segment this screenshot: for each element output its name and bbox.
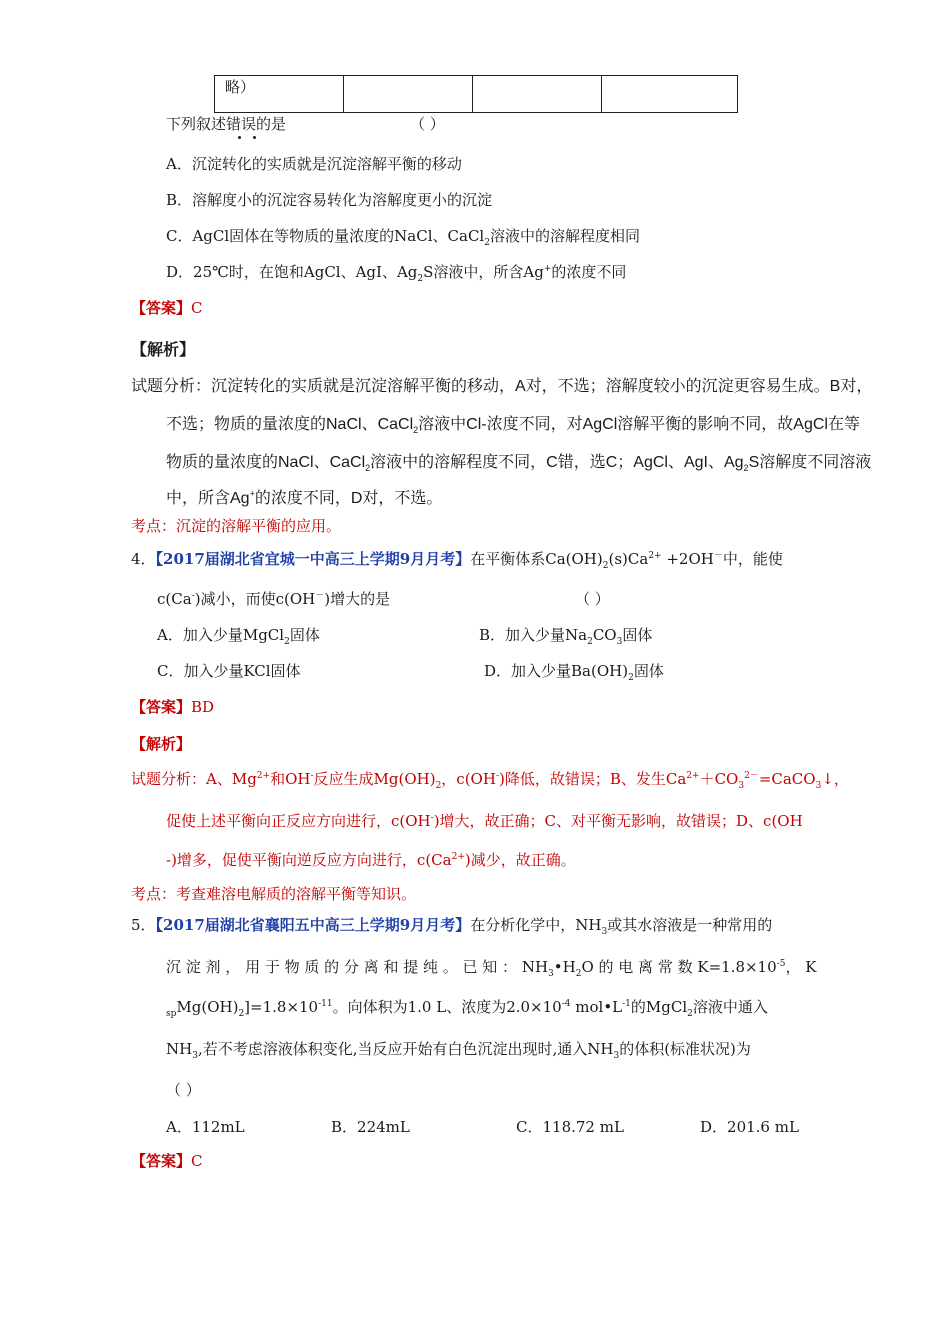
q3-answer: 【答案】C — [131, 299, 203, 317]
q5-stem-line4: $NH_3$,若不考虑溶液体积变化,当反应开始有白色沉淀出现时,通入$NH_3$的体积(标准状况)为 — [166, 1040, 751, 1061]
q5-option-b: B．224mL — [331, 1118, 410, 1136]
q3-analysis-label: 【解析】 — [131, 340, 196, 359]
q4-kaodian: 考点：考查难溶电解质的溶解平衡等知识。 — [131, 885, 417, 903]
table-cell — [344, 76, 473, 113]
q4-analysis-label: 【解析】 — [131, 735, 192, 753]
q4-option-b: B．加入少量$Na_2CO_3$固体 — [479, 626, 653, 647]
q4-stem: 4．【2017届湖北省宜城一中高三上学期9月月考】在平衡体系$Ca(OH)_2(s)Ca^{2+} +2OH^-$中，能使 — [131, 550, 783, 571]
q4-analysis-line: -)增多，促使平衡向逆反应方向进行，$c(Ca^{2+})$减少，故正确。 — [166, 851, 576, 869]
q5-stem-line3: $_{sp}Mg(OH)_2]=1.8\times 10^{-11}$。向体积为1.0 L、浓度为$2.0\times 10^{-4}$ $mol•L^{-1}$的MgCl$_2$溶液中通入 — [166, 998, 768, 1019]
q4-answer: 【答案】BD — [131, 698, 215, 716]
q3-stem: 下列叙述错误的是 — [166, 115, 287, 133]
table-cell — [473, 76, 602, 113]
q3-option-d: D．25℃时，在饱和AgCl、AgI、$Ag_2S$溶液中，所含Ag+的浓度不同 — [166, 263, 627, 284]
emphasis-dot — [253, 136, 256, 139]
table-cell — [602, 76, 738, 113]
q4-analysis-line: 试题分析：A、$Mg^{2+}$和OH-反应生成$Mg(OH)_2$，c(OH-)降低，故错误；B、发生$Ca^{2+}+CO_3^{2-}=CaCO_3↓$， — [131, 770, 849, 791]
q3-analysis-line: 试题分析：沉淀转化的实质就是沉淀溶解平衡的移动，A对，不选；溶解度较小的沉淀更容易生成。B对， — [131, 378, 873, 395]
q4-option-c: C．加入少量KCl固体 — [157, 662, 301, 680]
q5-paren: （ ） — [166, 1081, 201, 1099]
q3-analysis-line: 物质的量浓度的NaCl、CaCl$_2$溶液中的溶解程度不同，C错，选C；AgCl、AgI、$Ag_2S$溶解度不同溶液 — [166, 454, 872, 474]
top-table — [214, 75, 738, 113]
q4-option-d: D．加入少量$Ba(OH)_2$固体 — [484, 662, 664, 683]
q5-option-d: D．201.6 mL — [700, 1118, 799, 1136]
q5-option-a: A．112mL — [166, 1118, 245, 1136]
q3-kaodian: 考点：沉淀的溶解平衡的应用。 — [131, 517, 342, 535]
q4-option-a: A．加入少量MgCl$_2$固体 — [157, 626, 320, 647]
q3-analysis-line: 不选；物质的量浓度的NaCl、CaCl$_2$溶液中Cl-浓度不同，对AgCl溶解平衡的影响不同，故AgCl在等 — [166, 416, 860, 436]
table-cell: 略） — [215, 76, 344, 113]
emphasis-dot — [238, 136, 241, 139]
q5-answer: 【答案】C — [131, 1152, 203, 1170]
q3-option-c: C．AgCl固体在等物质的量浓度的NaCl、CaCl$_2$溶液中的溶解程度相同 — [166, 227, 640, 248]
q5-stem-line2: 沉 淀 剂 ， 用 于 物 质 的 分 离 和 提 纯 。 已 知 ： $NH_3•H_2O$ 的 电 离 常 数 $K=1.8\times 10^{-5}$， K — [166, 958, 817, 979]
q4-stem-line2: c(Ca-)减小，而使c(OH－)增大的是 — [157, 590, 391, 608]
q3-option-b: B．溶解度小的沉淀容易转化为溶解度更小的沉淀 — [166, 191, 493, 209]
q5-stem: 5．【2017届湖北省襄阳五中高三上学期9月月考】在分析化学中，$NH_3$或其水溶液是一种常用的 — [131, 916, 773, 937]
q3-analysis-line: 中，所含Ag+的浓度不同，D对，不选。 — [166, 488, 443, 507]
q4-analysis-line: 促使上述平衡向正反应方向进行，c(OH-)增大，故正确；C、对平衡无影响，故错误；D、c(OH — [166, 812, 803, 830]
q3-option-a: A．沉淀转化的实质就是沉淀溶解平衡的移动 — [166, 155, 462, 173]
q5-option-c: C．118.72 mL — [516, 1118, 624, 1136]
q4-paren: （ ） — [575, 590, 610, 608]
q3-paren: （ ） — [410, 115, 445, 133]
